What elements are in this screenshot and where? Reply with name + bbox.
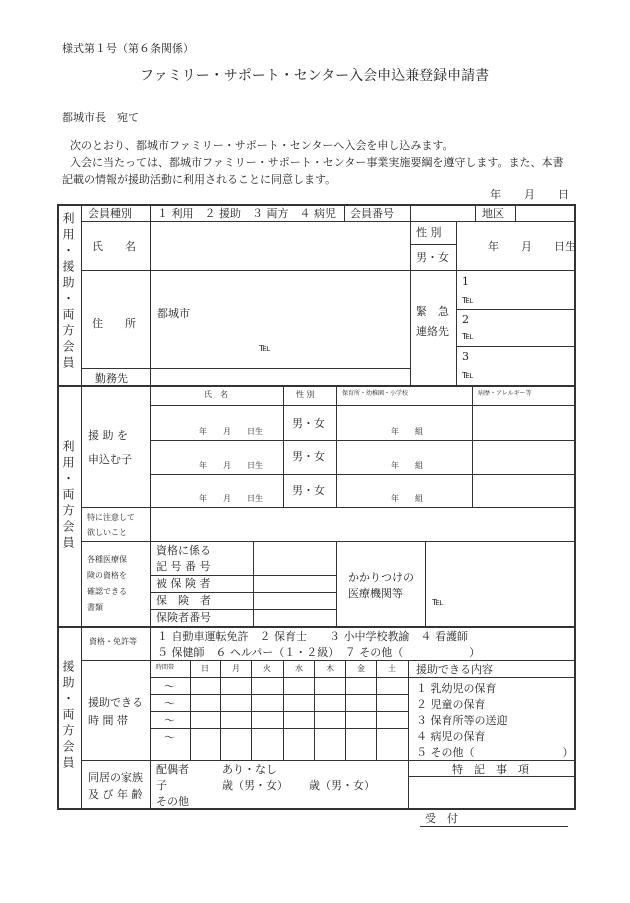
qualification-options-2[interactable]: ５ 保健師 ６ ヘルパー（１・２級） ７ その他（ ） xyxy=(157,646,481,659)
can-do-item-1[interactable]: １ 乳幼児の保育 xyxy=(416,682,497,695)
clinic-label-2: 医療機関等 xyxy=(348,587,403,600)
address-city: 都城市 xyxy=(157,307,190,320)
children-label: 子 xyxy=(156,779,167,792)
workplace-label: 勤務先 xyxy=(95,372,128,385)
clinic-label: かかりつけの xyxy=(348,571,414,584)
spouse-label: 配偶者 xyxy=(156,763,189,776)
qualification-label: 資格・免許等 xyxy=(89,637,137,646)
insurance-code-label-2: 記 号 番 号 xyxy=(156,560,211,573)
child-age-2[interactable]: 歳（男・女） xyxy=(309,779,375,792)
district-field[interactable] xyxy=(516,206,573,221)
insurance-label-4: 書類 xyxy=(87,603,103,612)
address-tel[interactable]: ℡ xyxy=(259,341,271,354)
child-label-2: 申込む子 xyxy=(88,453,132,466)
intro-text-1: 次のとおり、都城市ファミリー・サポート・センターへ入会を申し込みます。 xyxy=(70,139,454,152)
family-label-2: 及 び 年 齢 xyxy=(88,788,143,801)
can-do-header: 援助できる内容 xyxy=(416,663,493,676)
child-1-birth[interactable]: 年 月 日生 xyxy=(199,427,263,436)
day-mon: 月 xyxy=(232,664,240,673)
available-time-label-2: 時 間 帯 xyxy=(88,714,128,727)
insurer-label: 保 険 者 xyxy=(156,594,211,607)
can-do-item-3[interactable]: ３ 保育所等の送迎 xyxy=(416,714,508,727)
day-sat: 土 xyxy=(388,664,396,673)
section-label-user-members: 利用・両方会員 xyxy=(61,440,75,552)
child-3-grade[interactable]: 年 組 xyxy=(391,494,423,503)
col-school-header: 保育所・幼稚園・小学校 xyxy=(342,390,409,397)
member-number-field[interactable] xyxy=(411,206,474,221)
emergency-label-2: 連絡先 xyxy=(416,325,449,338)
remarks-field[interactable] xyxy=(409,777,573,807)
emergency-tel-3[interactable]: ℡ xyxy=(462,368,474,381)
clinic-tel[interactable]: ℡ xyxy=(432,595,444,608)
child-3-birth[interactable]: 年 月 日生 xyxy=(199,494,263,503)
member-type-label: 会員種別 xyxy=(88,207,132,220)
day-sun: 日 xyxy=(201,664,209,673)
available-time-label: 援助できる xyxy=(88,696,143,709)
emergency-contact-1: 1 xyxy=(462,275,469,288)
emergency-contact-3: 3 xyxy=(462,350,469,363)
addressee: 都城市長 宛て xyxy=(62,111,139,124)
qualification-options[interactable]: １ 自動車運転免許 ２ 保育士 ３ 小中学校教諭 ４ 看護師 xyxy=(157,630,468,643)
insurance-label: 各種医療保 xyxy=(87,555,127,564)
gender-label: 性 別 xyxy=(416,226,442,239)
birth-date[interactable]: 年 月 日生 xyxy=(488,240,576,253)
date-year: 年 xyxy=(490,188,501,201)
intro-text-3: 記載の情報が援助活動に利用されることに同意します。 xyxy=(62,173,337,186)
child-age-1[interactable]: 歳（男・女） xyxy=(222,779,288,792)
child-2-gender[interactable]: 男・女 xyxy=(292,450,325,463)
time-slot-2[interactable]: ～ xyxy=(164,697,175,710)
insurance-label-2: 険の資格を xyxy=(87,571,127,580)
district-label: 地区 xyxy=(482,207,504,220)
col-illness-header: 病歴・アレルギー等 xyxy=(478,390,532,397)
child-2-grade[interactable]: 年 組 xyxy=(391,461,423,470)
child-label: 援 助 を xyxy=(88,429,128,442)
day-thu: 木 xyxy=(326,664,334,673)
date-month: 月 xyxy=(524,188,535,201)
gender-options[interactable]: 男・女 xyxy=(416,251,449,264)
emergency-tel-1[interactable]: ℡ xyxy=(462,293,474,306)
child-2-birth[interactable]: 年 月 日生 xyxy=(199,461,263,470)
col-name-header: 氏 名 xyxy=(204,390,228,399)
can-do-item-2[interactable]: ２ 児童の保育 xyxy=(416,698,486,711)
section-label-all-members: 利用・援助・両方会員 xyxy=(61,212,75,372)
section-label-helper-members: 援助・両方会員 xyxy=(61,660,75,772)
col-gender-header: 性 別 xyxy=(296,390,315,399)
notice-label-2: 欲しいこと xyxy=(87,528,127,537)
receipt-line xyxy=(420,826,568,827)
notice-label: 特に注意して xyxy=(87,513,135,522)
insured-person-label: 被 保 険 者 xyxy=(156,577,211,590)
emergency-contact-2: 2 xyxy=(462,313,469,326)
emergency-label: 緊 急 xyxy=(416,305,449,318)
can-do-item-5[interactable]: ５ その他（ ） xyxy=(416,746,574,759)
address-label: 住 所 xyxy=(92,317,136,330)
date-day: 日 xyxy=(558,188,569,201)
insurance-label-3: 確認できる xyxy=(87,587,127,596)
name-field[interactable] xyxy=(151,223,409,269)
can-do-item-4[interactable]: ４ 病児の保育 xyxy=(416,730,486,743)
member-number-label: 会員番号 xyxy=(350,207,394,220)
day-fri: 金 xyxy=(357,664,365,673)
time-column-header: 時間帯 xyxy=(156,664,175,671)
intro-text-2: 入会に当たっては、都城市ファミリー・サポート・センター事業実施要綱を遵守します。また、本書 xyxy=(70,156,564,169)
member-type-options[interactable]: １ 利用 ２ 援助 ３ 両方 ４ 病児 xyxy=(157,207,336,220)
child-3-gender[interactable]: 男・女 xyxy=(292,484,325,497)
insurer-number-label: 保険者番号 xyxy=(156,611,211,624)
child-1-grade[interactable]: 年 組 xyxy=(391,427,423,436)
page-title: ファミリー・サポート・センター入会申込兼登録申請書 xyxy=(140,68,490,84)
family-label: 同居の家族 xyxy=(88,771,143,784)
time-slot-1[interactable]: ～ xyxy=(164,680,175,693)
form-number: 様式第１号（第６条関係） xyxy=(62,42,194,55)
insurance-code-label: 資格に係る xyxy=(156,544,211,557)
day-tue: 火 xyxy=(263,664,271,673)
child-1-gender[interactable]: 男・女 xyxy=(292,417,325,430)
time-slot-3[interactable]: ～ xyxy=(164,714,175,727)
emergency-tel-2[interactable]: ℡ xyxy=(462,329,474,342)
other-family-label: その他 xyxy=(156,795,189,808)
spouse-options[interactable]: あり・なし xyxy=(222,763,277,776)
workplace-field[interactable] xyxy=(151,369,409,385)
remarks-label: 特 記 事 項 xyxy=(452,763,529,776)
receipt-label: 受 付 xyxy=(425,812,458,825)
time-slot-4[interactable]: ～ xyxy=(164,731,175,744)
name-label: 氏 名 xyxy=(92,240,136,253)
notice-field[interactable] xyxy=(151,508,573,540)
day-wed: 水 xyxy=(295,664,303,673)
